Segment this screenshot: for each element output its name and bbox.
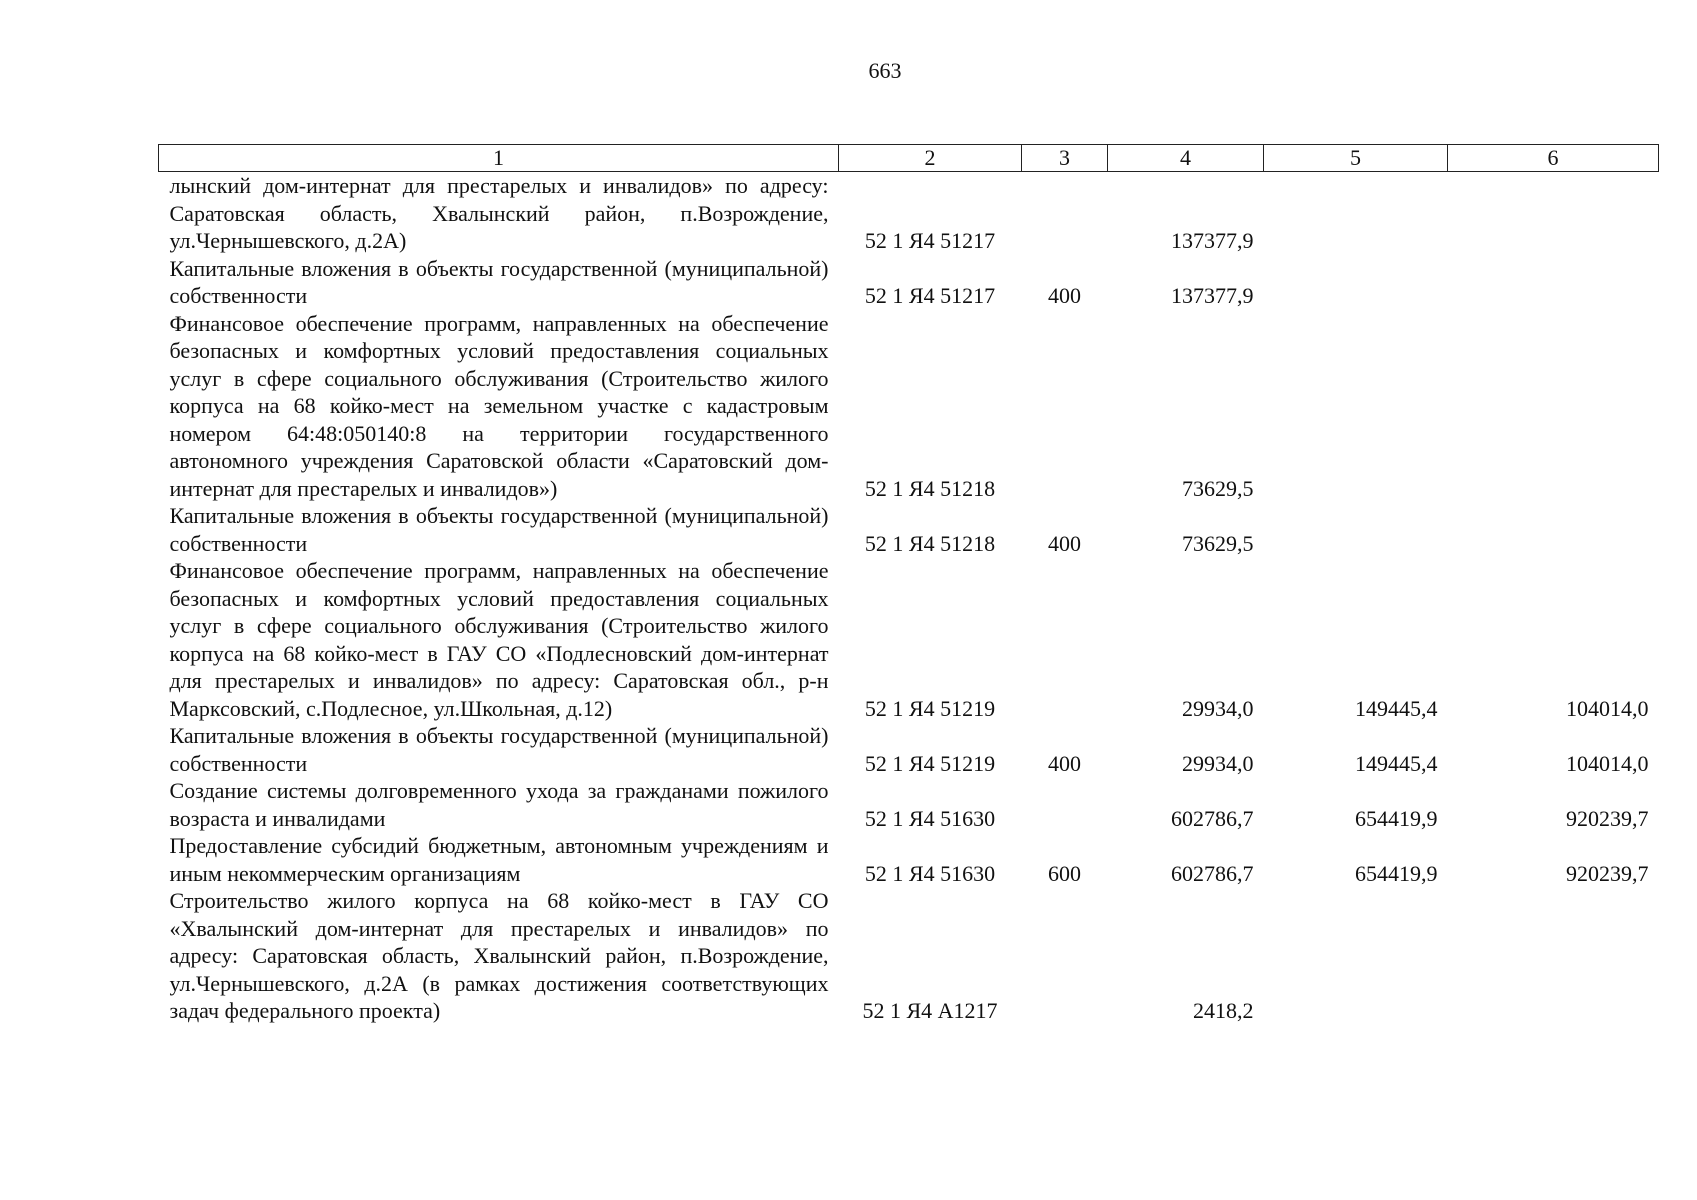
target-code: 52 1 Я4 51217 <box>864 228 996 253</box>
row-description: лынский дом-интернат для престарелых и инвалидов» по адресу: Саратовская область, Хвалынский район, п.Возрождение, ул.Чернышевского, д.2А) <box>169 173 829 253</box>
amount-col-4: 2418,2 <box>1193 998 1254 1023</box>
amount-col-4: 29934,0 <box>1182 750 1254 776</box>
expense-type <box>1022 887 1108 1025</box>
target-code: 52 1 Я4 51630 <box>864 805 996 831</box>
amount-col-5 <box>1264 172 1448 255</box>
amount-col-6: 920239,7 <box>1566 860 1649 886</box>
table-row <box>159 310 1659 503</box>
amount-col-6 <box>1448 255 1659 310</box>
row-description: Капитальные вложения в объекты государственной (муниципальной) собственности <box>169 503 829 556</box>
amount-col-4: 137377,9 <box>1171 228 1254 253</box>
table-row <box>159 832 1659 887</box>
amount-col-5 <box>1264 255 1448 310</box>
table-row <box>159 172 1659 255</box>
column-header-2: 2 <box>839 145 1022 172</box>
row-description: Финансовое обеспечение программ, направленных на обеспечение безопасных и комфортных условий предоставления социальных услуг в сфере социального обслуживания (Строительство жилого корпуса на 68 койко-мест на земельном участке с кадастровым номером 64:48:050140:8 на территории государственного автономного учреждения Саратовской области «Саратовский дом-интернат для престарелых и инвалидов») <box>169 310 829 501</box>
target-code: 52 1 Я4 51219 <box>864 750 996 776</box>
row-description: Предоставление субсидий бюджетным, автономным учреждениям и иным некоммерческим организациям <box>169 833 829 886</box>
budget-table-container <box>158 144 1658 1025</box>
table-row <box>159 557 1659 722</box>
expense-type: 600 <box>1048 860 1081 886</box>
amount-col-4: 73629,5 <box>1182 530 1254 556</box>
amount-col-6 <box>1448 502 1659 557</box>
expense-type: 400 <box>1048 283 1081 308</box>
target-code: 52 1 Я4 51218 <box>864 530 996 556</box>
column-header-6: 6 <box>1448 145 1659 172</box>
amount-col-5 <box>1264 502 1448 557</box>
table-row <box>159 887 1659 1025</box>
amount-col-6: 104014,0 <box>1566 750 1649 776</box>
expense-type <box>1022 777 1108 832</box>
table-body <box>159 172 1659 1025</box>
page-number: 663 <box>868 58 902 83</box>
row-description: Капитальные вложения в объекты государственной (муниципальной) собственности <box>169 723 829 776</box>
amount-col-4: 137377,9 <box>1171 283 1254 308</box>
table-row <box>159 502 1659 557</box>
target-code: 52 1 Я4 51218 <box>864 475 996 501</box>
row-description: Строительство жилого корпуса на 68 койко-мест в ГАУ СО «Хвалынский дом-интернат для престарелых и инвалидов» по адресу: Саратовская область, Хвалынский район, п.Возрождение, ул.Чернышевского, д.2А (в рамках достижения соответствующих задач федерального проекта) <box>169 888 829 1023</box>
column-header-1: 1 <box>159 145 839 172</box>
amount-col-4: 73629,5 <box>1182 475 1254 501</box>
amount-col-6: 104014,0 <box>1566 695 1649 721</box>
amount-col-5 <box>1264 887 1448 1025</box>
target-code: 52 1 Я4 А1217 <box>862 998 998 1023</box>
amount-col-5: 149445,4 <box>1355 750 1438 776</box>
amount-col-4: 29934,0 <box>1182 695 1254 721</box>
amount-col-6 <box>1448 172 1659 255</box>
row-description: Капитальные вложения в объекты государственной (муниципальной) собственности <box>169 255 829 308</box>
expense-type: 400 <box>1048 530 1081 556</box>
amount-col-4: 602786,7 <box>1171 860 1254 886</box>
column-header-4: 4 <box>1108 145 1264 172</box>
budget-table <box>158 144 1659 1025</box>
expense-type <box>1022 172 1108 255</box>
amount-col-6 <box>1448 887 1659 1025</box>
table-row <box>159 722 1659 777</box>
row-description: Создание системы долговременного ухода за гражданами пожилого возраста и инвалидами <box>169 778 829 831</box>
amount-col-6: 920239,7 <box>1566 805 1649 831</box>
header-row <box>159 145 1659 172</box>
table-row <box>159 255 1659 310</box>
expense-type <box>1022 310 1108 503</box>
expense-type <box>1022 557 1108 722</box>
amount-col-5: 654419,9 <box>1355 860 1438 886</box>
column-header-3: 3 <box>1022 145 1108 172</box>
amount-col-5: 654419,9 <box>1355 805 1438 831</box>
target-code: 52 1 Я4 51630 <box>864 860 996 886</box>
target-code: 52 1 Я4 51217 <box>864 283 996 308</box>
amount-col-5: 149445,4 <box>1355 695 1438 721</box>
row-description: Финансовое обеспечение программ, направленных на обеспечение безопасных и комфортных условий предоставления социальных услуг в сфере социального обслуживания (Строительство жилого корпуса на 68 койко-мест в ГАУ СО «Подлесновский дом-интернат для престарелых и инвалидов» по адресу: Саратовская обл., р-н Марксовский, с.Подлесное, ул.Школьная, д.12) <box>169 558 829 721</box>
amount-col-4: 602786,7 <box>1171 805 1254 831</box>
table-header <box>159 145 1659 172</box>
table-row <box>159 777 1659 832</box>
expense-type: 400 <box>1048 750 1081 776</box>
amount-col-5 <box>1264 310 1448 503</box>
amount-col-6 <box>1448 310 1659 503</box>
target-code: 52 1 Я4 51219 <box>864 695 996 721</box>
column-header-5: 5 <box>1264 145 1448 172</box>
